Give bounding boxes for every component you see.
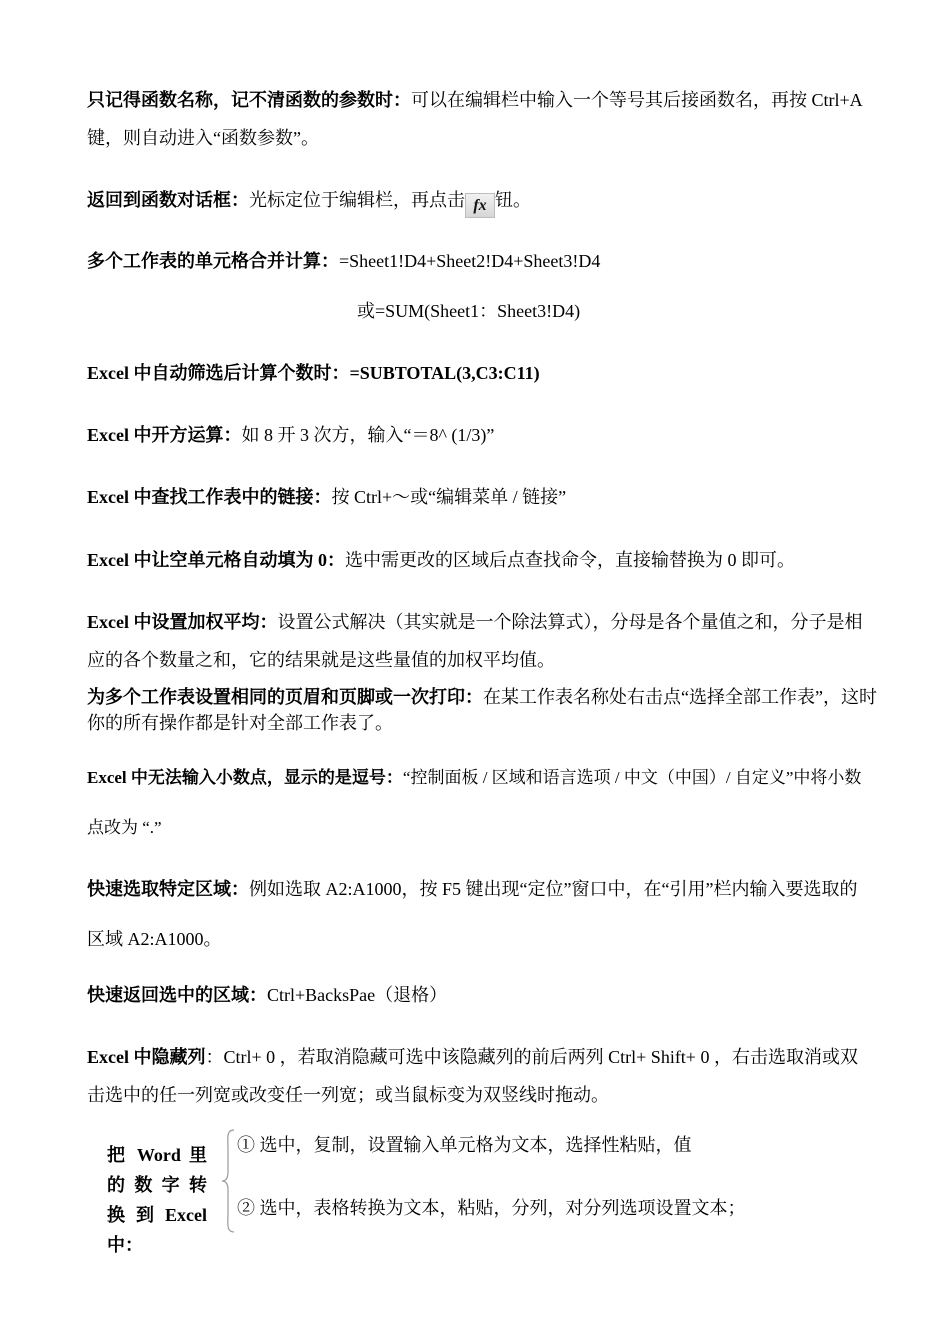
entry-function-params xyxy=(87,81,870,157)
entry-title: Excel 中隐藏列 xyxy=(87,1047,206,1067)
label-line: 把 Word 里 xyxy=(107,1145,207,1165)
fx-function-icon: fx xyxy=(465,193,495,218)
entry-body: ：Ctrl+ 0 ，若取消隐藏可选中该隐藏列的前后两列 Ctrl+ Shift+ 0 ，右击选取消或双击选中的任一列宽或改变任一列宽；或当鼠标变为双竖线时拖动。 xyxy=(87,1047,858,1105)
entry-title: 多个工作表的单元格合并计算： xyxy=(87,251,339,271)
entry-return-dialog xyxy=(87,181,910,219)
entry-body: 如 8 开 3 次方，输入“＝8^ (1/3)” xyxy=(241,425,495,445)
entry-body: 设置公式解决（其实就是一个除法算式），分母是各个量值之和，分子是相应的各个数量之和，它的结果就是这些量值的加权平均值。 xyxy=(87,612,863,670)
entry-subtotal: Excel 中自动筛选后计算个数时：=SUBTOTAL(3,C3:C11) xyxy=(87,363,540,383)
label-line: 的 数 字 转 xyxy=(107,1175,207,1195)
entry-body: 光标定位于编辑栏，再点击 xyxy=(249,190,465,210)
entry-body: 钮。 xyxy=(495,190,531,210)
label-line: 换 到 Excel xyxy=(107,1205,207,1225)
word-to-excel-label xyxy=(107,1140,207,1260)
entry-weighted-average xyxy=(87,603,870,679)
entry-decimal-point xyxy=(87,753,875,853)
word-to-excel-option-1: ① 选中，复制，设置输入单元格为文本，选择性粘贴，值 xyxy=(237,1135,692,1155)
entry-body: 例如选取 A2:A1000，按 F5 键出现“定位”窗口中，在“引用”栏内输入要选取的区域 A2:A1000。 xyxy=(87,879,858,949)
entry-title: Excel 中无法输入小数点，显示的是逗号： xyxy=(87,768,403,787)
label-line: 中： xyxy=(107,1235,143,1255)
entry-title: 返回到函数对话框： xyxy=(87,190,249,210)
entry-body: 在某工作表名称处右击点“选择全部工作表”，这时你的所有操作都是针对全部工作表了。 xyxy=(87,687,877,733)
entry-body: =Sheet1!D4+Sheet2!D4+Sheet3!D4 xyxy=(339,251,601,271)
entry-title: 快速选取特定区域： xyxy=(87,879,249,899)
entry-merge-calc xyxy=(87,242,910,280)
entry-title: Excel 中查找工作表中的链接： xyxy=(87,487,332,507)
entry-title: 只记得函数名称，记不清函数的参数时： xyxy=(87,90,411,110)
entry-return-selection xyxy=(87,976,910,1014)
entry-body: “控制面板 / 区域和语言选项 / 中文（中国）/ 自定义”中将小数点改为 “.” xyxy=(87,768,862,837)
entry-header-footer xyxy=(87,684,880,736)
entry-merge-calc-alt: 或=SUM(Sheet1：Sheet3!D4) xyxy=(357,301,581,321)
entry-body: 可以在编辑栏中输入一个等号其后接函数名，再按 Ctrl+A 键，则自动进入“函数参数”。 xyxy=(87,90,862,148)
entry-fill-zero xyxy=(87,541,950,579)
entry-title: 为多个工作表设置相同的页眉和页脚或一次打印： xyxy=(87,687,483,707)
entry-title: Excel 中设置加权平均： xyxy=(87,612,278,632)
entry-title: 快速返回选中的区域： xyxy=(87,985,267,1005)
entry-title: Excel 中开方运算： xyxy=(87,425,242,445)
word-to-excel-option-2: ② 选中，表格转换为文本，粘贴，分列，对分列选项设置文本； xyxy=(237,1198,746,1218)
entry-body: 选中需更改的区域后点查找命令，直接输替换为 0 即可。 xyxy=(344,550,795,570)
entry-title: Excel 中让空单元格自动填为 0： xyxy=(87,550,345,570)
left-brace-icon xyxy=(220,1128,236,1234)
entry-hide-columns xyxy=(87,1038,872,1114)
entry-select-range xyxy=(87,864,875,964)
entry-find-links xyxy=(87,478,910,516)
entry-body: 按 Ctrl+～或“编辑菜单 / 链接” xyxy=(331,487,567,507)
entry-body: Ctrl+BacksPae（退格） xyxy=(267,985,448,1005)
entry-root-calc xyxy=(87,416,910,454)
